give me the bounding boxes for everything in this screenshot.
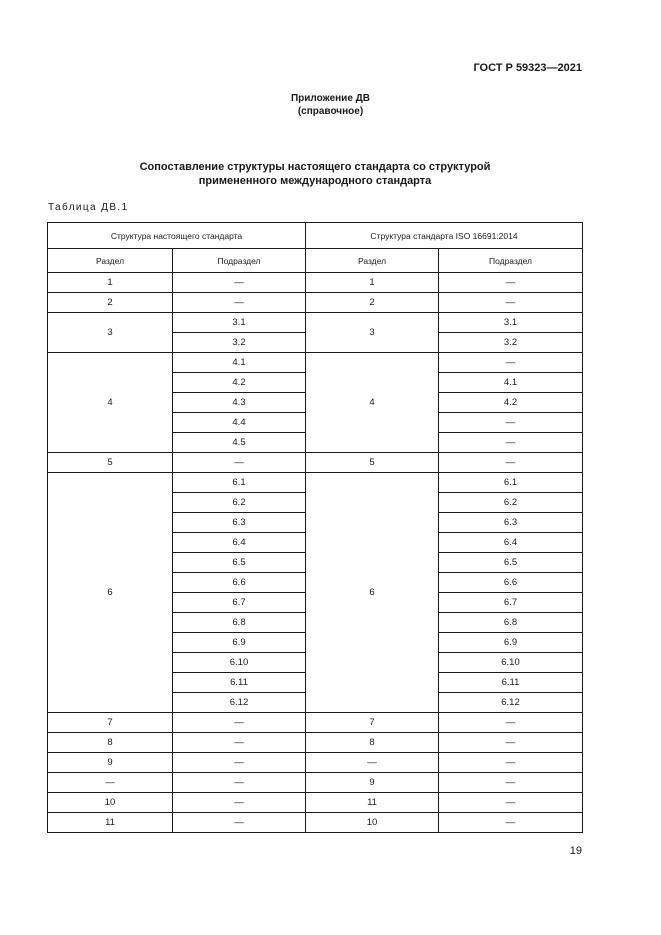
section-cell: — [48, 773, 173, 793]
iso-section-cell: 1 [306, 273, 439, 293]
iso-subsection-cell: 6.2 [439, 493, 583, 513]
subsection-cell: 6.9 [173, 633, 306, 653]
subsection-cell: 3.2 [173, 333, 306, 353]
page-number: 19 [569, 845, 582, 857]
group-header-row [48, 223, 583, 249]
table-row [48, 313, 583, 333]
iso-subsection-cell: — [439, 753, 583, 773]
iso-subsection-cell: 6.9 [439, 633, 583, 653]
section-cell: 1 [48, 273, 173, 293]
iso-subsection-cell: 4.2 [439, 393, 583, 413]
subsection-cell: — [173, 793, 306, 813]
subsection-cell: 4.3 [173, 393, 306, 413]
iso-subsection-cell: — [439, 773, 583, 793]
table-row [48, 293, 583, 313]
subsection-cell: 6.12 [173, 693, 306, 713]
iso-subsection-cell: — [439, 273, 583, 293]
subsection-cell: — [173, 293, 306, 313]
subsection-cell: — [173, 713, 306, 733]
iso-section-cell: — [306, 753, 439, 773]
subsection-cell: 6.1 [173, 473, 306, 493]
comparison-table-body [48, 223, 583, 833]
iso-subsection-cell: 6.6 [439, 573, 583, 593]
iso-subsection-cell: 6.11 [439, 673, 583, 693]
section-cell: 5 [48, 453, 173, 473]
comparison-table [47, 222, 583, 833]
table-row [48, 273, 583, 293]
iso-subsection-cell: — [439, 453, 583, 473]
subsection-cell: 4.5 [173, 433, 306, 453]
section-cell: 11 [48, 813, 173, 833]
iso-section-cell: 9 [306, 773, 439, 793]
iso-subsection-cell: 6.5 [439, 553, 583, 573]
iso-subsection-cell: 6.3 [439, 513, 583, 533]
iso-section-cell: 7 [306, 713, 439, 733]
iso-subsection-cell: — [439, 733, 583, 753]
iso-subsection-cell: 6.10 [439, 653, 583, 673]
subsection-cell: 4.2 [173, 373, 306, 393]
column-header-iso-section: Раздел [306, 249, 439, 273]
table-row [48, 793, 583, 813]
table-row [48, 353, 583, 373]
section-heading-line-2: примененного международного стандарта [198, 175, 432, 187]
subsection-cell: — [173, 273, 306, 293]
iso-section-cell: 6 [306, 473, 439, 713]
subsection-cell: 6.5 [173, 553, 306, 573]
iso-subsection-cell: — [439, 293, 583, 313]
table-row [48, 813, 583, 833]
subsection-cell: — [173, 733, 306, 753]
iso-subsection-cell: — [439, 713, 583, 733]
subsection-cell: 6.4 [173, 533, 306, 553]
iso-subsection-cell: 4.1 [439, 373, 583, 393]
section-cell: 2 [48, 293, 173, 313]
section-cell: 4 [48, 353, 173, 453]
subsection-cell: 6.7 [173, 593, 306, 613]
iso-subsection-cell: — [439, 413, 583, 433]
iso-subsection-cell: 3.1 [439, 313, 583, 333]
iso-subsection-cell: — [439, 813, 583, 833]
table-row [48, 473, 583, 493]
subsection-cell: — [173, 753, 306, 773]
iso-section-cell: 3 [306, 313, 439, 353]
section-cell: 3 [48, 313, 173, 353]
iso-subsection-cell: 6.4 [439, 533, 583, 553]
iso-subsection-cell: 3.2 [439, 333, 583, 353]
subsection-cell: — [173, 773, 306, 793]
subsection-cell: 4.1 [173, 353, 306, 373]
section-cell: 8 [48, 733, 173, 753]
subsection-cell: 4.4 [173, 413, 306, 433]
column-header-row [48, 249, 583, 273]
iso-section-cell: 5 [306, 453, 439, 473]
subsection-cell: 3.1 [173, 313, 306, 333]
standard-number: ГОСТ Р 59323—2021 [473, 62, 582, 74]
subsection-cell: 6.8 [173, 613, 306, 633]
iso-section-cell: 8 [306, 733, 439, 753]
subsection-cell: 6.3 [173, 513, 306, 533]
annex-note: (справочное) [297, 106, 364, 117]
iso-section-cell: 2 [306, 293, 439, 313]
subsection-cell: 6.10 [173, 653, 306, 673]
subsection-cell: 6.2 [173, 493, 306, 513]
section-cell: 6 [48, 473, 173, 713]
iso-subsection-cell: 6.1 [439, 473, 583, 493]
annex-title: Приложение ДВ [290, 93, 371, 104]
iso-section-cell: 10 [306, 813, 439, 833]
subsection-cell: 6.6 [173, 573, 306, 593]
group-header-this-standard: Структура настоящего стандарта [48, 223, 306, 249]
table-row [48, 733, 583, 753]
subsection-cell: — [173, 813, 306, 833]
section-cell: 7 [48, 713, 173, 733]
subsection-cell: — [173, 453, 306, 473]
table-row [48, 753, 583, 773]
column-header-iso-subsection: Подраздел [439, 249, 583, 273]
iso-subsection-cell: — [439, 433, 583, 453]
table-row [48, 713, 583, 733]
iso-subsection-cell: 6.7 [439, 593, 583, 613]
section-cell: 9 [48, 753, 173, 773]
iso-subsection-cell: — [439, 353, 583, 373]
table-label: Таблица ДВ.1 [48, 202, 129, 213]
table-row [48, 453, 583, 473]
subsection-cell: 6.11 [173, 673, 306, 693]
iso-subsection-cell: — [439, 793, 583, 813]
iso-subsection-cell: 6.8 [439, 613, 583, 633]
group-header-iso-standard: Структура стандарта ISO 16691:2014 [306, 223, 583, 249]
section-heading-line-1: Сопоставление структуры настоящего стандарта со структурой [139, 161, 491, 173]
iso-subsection-cell: 6.12 [439, 693, 583, 713]
iso-section-cell: 11 [306, 793, 439, 813]
iso-section-cell: 4 [306, 353, 439, 453]
section-cell: 10 [48, 793, 173, 813]
column-header-subsection: Подраздел [173, 249, 306, 273]
column-header-section: Раздел [48, 249, 173, 273]
table-row [48, 773, 583, 793]
